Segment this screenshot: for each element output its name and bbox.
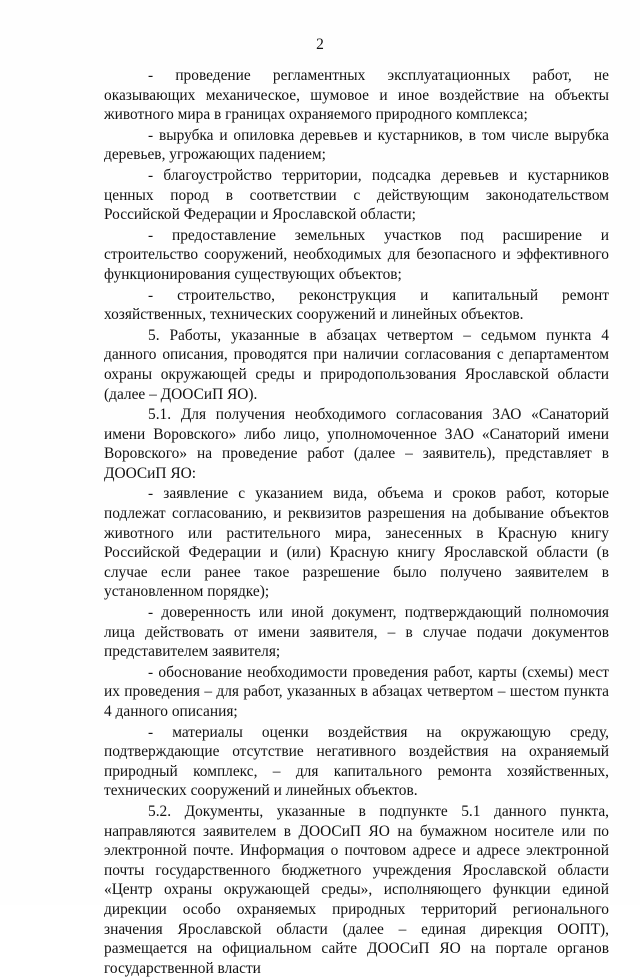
paragraph-item-5: 5. Работы, указанные в абзацах четвертом – седьмом пункта 4 данного описания, проводятся при наличии согласования с департаментом охраны окружающей среды и природопользования Ярославской области (далее – ДООСиП ЯО). [104, 326, 609, 403]
paragraph-maintenance-works: - проведение регламентных эксплуатационных работ, не оказывающих механическое, шумовое и иное воздействие на объекты животного мира в границах охраняемого природного комплекса; [104, 67, 609, 124]
paragraph-item-5-1: 5.1. Для получения необходимого согласования ЗАО «Санаторий имени Воровского» либо лицо, уполномоченное ЗАО «Санаторий имени Воровского» на проведение работ (далее – заявитель), представляет в ДООСиП ЯО: [104, 406, 609, 482]
page-number: 2 [316, 36, 324, 53]
paragraph-application: - заявление с указанием вида, объема и сроков работ, которые подлежат согласованию, и реквизитов разрешения на добывание объектов животного или растительного мира, занесенных в Красную книгу Российской Федерации и (или) Красную книгу Ярославской области (в случае если ранее такое разрешение было получено заявителем в установленном порядке); [104, 485, 609, 601]
paragraph-land-plots: - предоставление земельных участков под расширение и строительство сооружений, необходимых для безопасного и эффективного функционирования существующих объектов; [104, 226, 609, 283]
paragraph-landscaping: - благоустройство территории, подсадка деревьев и кустарников ценных пород в соответствии с действующим законодательством Российской Федерации и Ярославской области; [104, 166, 609, 224]
document-body [104, 66, 609, 979]
paragraph-power-of-attorney: - доверенность или иной документ, подтверждающий полномочия лица действовать от имени заявителя, – в случае подачи документов представителем заявителя; [104, 604, 609, 661]
paragraph-tree-felling: - вырубка и опиловка деревьев и кустарников, в том числе вырубка деревьев, угрожающих падением; [104, 126, 609, 164]
paragraph-justification: - обоснование необходимости проведения работ, карты (схемы) мест их проведения – для работ, указанных в абзацах четвертом – шестом пункта 4 данного описания; [104, 663, 609, 720]
paragraph-construction: - строительство, реконструкция и капитальный ремонт хозяйственных, технических сооружений и линейных объектов. [104, 286, 609, 324]
paragraph-impact-assessment: - материалы оценки воздействия на окружающую среду, подтверждающие отсутствие негативного воздействия на охраняемый природный комплекс, – для капитального ремонта хозяйственных, технических сооружений и линейных объектов. [104, 723, 609, 800]
paragraph-item-5-2: 5.2. Документы, указанные в подпункте 5.1 данного пункта, направляются заявителем в ДООСиП ЯО на бумажном носителе или по электронной почте. Информация о почтовом адресе и адресе электронной почты государственного бюджетного учреждения Ярославской области «Центр охраны окружающей среды», исполняющего функции единой дирекции особо охраняемых природных территорий регионального значения Ярославской области (далее – единая дирекция ООПТ), размещается на официальном сайте ДООСиП ЯО на портале органов государственной власти [104, 802, 609, 977]
